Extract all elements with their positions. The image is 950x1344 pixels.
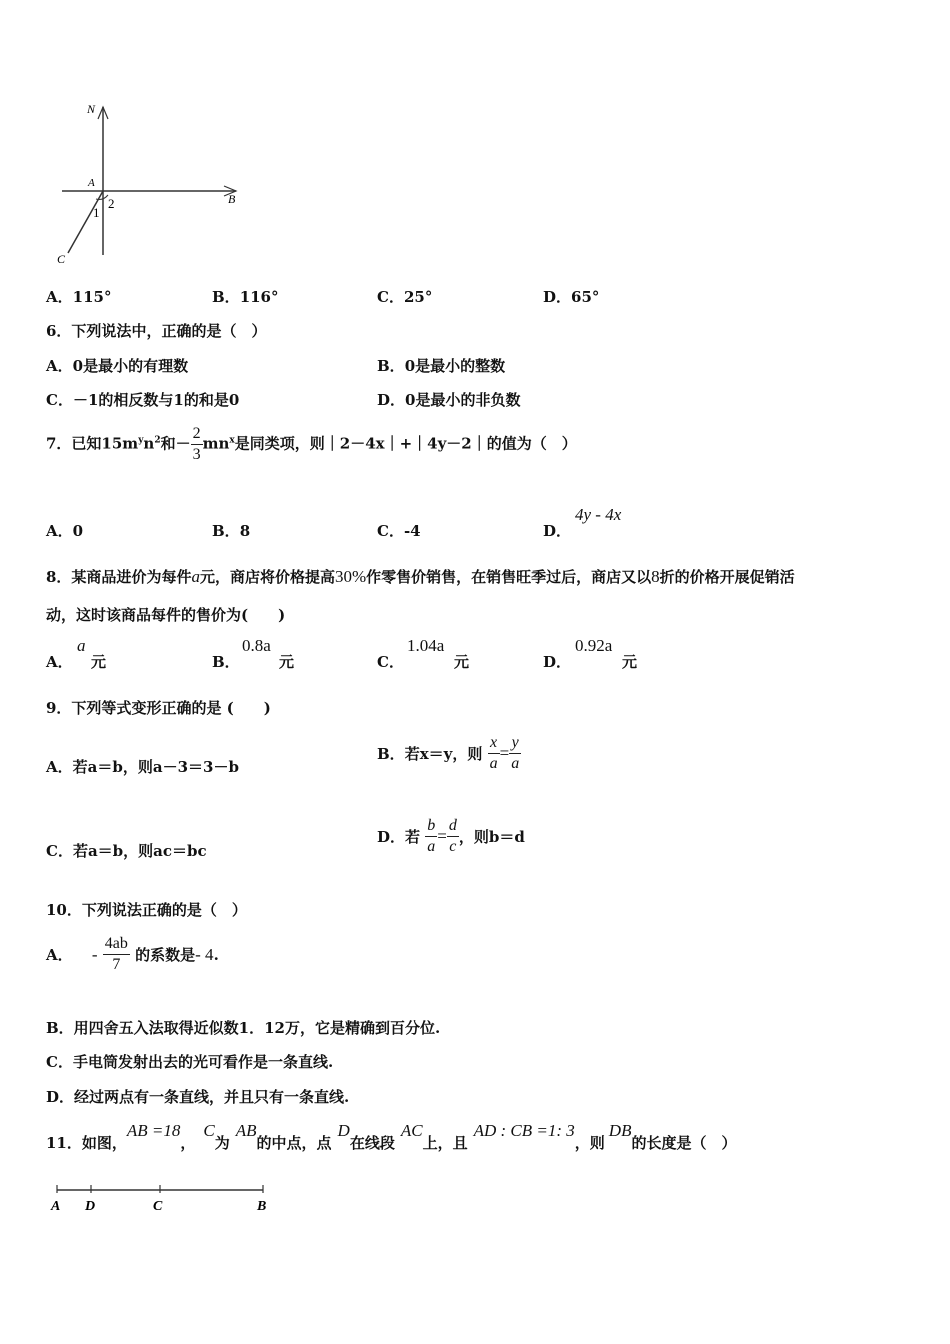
- q7-fraction: $\frac{2}{3}$: [192, 425, 201, 463]
- q10-stem: 10．下列说法正确的是（ ）: [46, 901, 247, 919]
- q8-option-b-letter: B．: [212, 653, 240, 671]
- q9-option-d: D．若 $\frac{b}{a}$ = $\frac{d}{c}$ ，则b＝d: [377, 817, 525, 855]
- q8-option-c-letter: C．: [377, 653, 404, 671]
- q7-option-a: A．0: [46, 522, 84, 540]
- label-2: 2: [108, 196, 115, 211]
- q8-stem-line1: 8．某商品进价为每件a元，商店将价格提高30%作零售价销售，在销售旺季过后，商店又以8折的价格开展促销活: [46, 567, 795, 586]
- q8-stem-line2: 动，这时该商品每件的售价为( ): [46, 606, 286, 624]
- q6-option-d: D．0是最小的非负数: [377, 391, 521, 409]
- q6-option-a: A．0是最小的有理数: [46, 357, 189, 375]
- label-b: B: [228, 192, 236, 206]
- q7-stem: 7．已知$15m^yn^2$和－ $\frac{2}{3}$ $mn^x$是同类项，则｜2－4x｜+｜4y－2｜的值为（ ）: [46, 425, 577, 463]
- q8-option-b-unit: 元: [279, 653, 295, 671]
- q5-option-c: C．25°: [377, 288, 433, 306]
- q8-option-d-unit: 元: [622, 653, 638, 671]
- ray-ac: [68, 191, 103, 253]
- q7-option-d-letter: D．: [543, 522, 572, 540]
- q10-option-c: C．手电筒发射出去的光可看作是一条直线.: [46, 1053, 334, 1071]
- q5-option-a: A．115°: [46, 288, 112, 306]
- q6-option-b: B．0是最小的整数: [377, 357, 506, 375]
- q9-option-b: B．若x＝y，则 $\frac{x}{a}$ = $\frac{y}{a}$: [377, 734, 520, 772]
- q7-option-c: C．-4: [377, 522, 421, 540]
- q10-option-d: D．经过两点有一条直线，并且只有一条直线.: [46, 1088, 350, 1106]
- label-n: N: [87, 102, 96, 116]
- label-a: A: [51, 1199, 61, 1214]
- q5-option-b: B．116°: [212, 288, 279, 306]
- label-a: A: [88, 177, 95, 189]
- q9-d-frac-left: $\frac{b}{a}$: [427, 817, 436, 855]
- q9-b-frac-right: $\frac{y}{a}$: [511, 734, 520, 772]
- q8-option-d-expr: 0.92a: [575, 636, 613, 655]
- q7-option-d-expr: 4y - 4x: [575, 505, 622, 524]
- q10-option-b: B．用四舍五入法取得近似数1．12万，它是精确到百分位.: [46, 1019, 441, 1037]
- q8-option-a-expr: a: [77, 636, 86, 655]
- q9-option-c: C．若a＝b，则ac＝bc: [46, 842, 207, 860]
- q9-option-a: A．若a＝b，则a－3＝3－b: [46, 758, 239, 776]
- segment-figure: [45, 1180, 285, 1220]
- q8-option-c-expr: 1.04a: [407, 636, 445, 655]
- label-1: 1: [93, 205, 100, 220]
- q6-stem: 6．下列说法中，正确的是（ ）: [46, 322, 267, 340]
- q8-option-b-expr: 0.8a: [242, 636, 271, 655]
- q8-option-d-letter: D．: [543, 653, 572, 671]
- q10-a-fraction: $\frac{4ab}{7}$: [104, 935, 128, 973]
- q6-option-c: C．－1的相反数与1的和是0: [46, 391, 240, 409]
- q9-stem: 9．下列等式变形正确的是 ( ): [46, 699, 271, 717]
- q7-option-b: B．8: [212, 522, 251, 540]
- label-d: D: [85, 1199, 96, 1214]
- q9-b-frac-left: $\frac{x}{a}$: [489, 734, 498, 772]
- q8-option-c-unit: 元: [454, 653, 470, 671]
- q10-option-a: A． - $\frac{4ab}{7}$ 的系数是- 4.: [46, 935, 219, 973]
- q8-option-a-letter: A．: [46, 653, 73, 671]
- q11-stem: 11．如图，AB =18，C为AB的中点，点D在线段AC上，且AD : CB =1: 3，则DB的长度是（ ）: [46, 1121, 737, 1152]
- q9-d-frac-right: $\frac{d}{c}$: [448, 817, 457, 855]
- label-b: B: [257, 1199, 267, 1214]
- label-c: C: [57, 252, 66, 266]
- angle-figure: [50, 95, 250, 270]
- label-c: C: [153, 1199, 163, 1214]
- q5-option-d: D．65°: [543, 288, 600, 306]
- q8-option-a-unit: 元: [91, 653, 107, 671]
